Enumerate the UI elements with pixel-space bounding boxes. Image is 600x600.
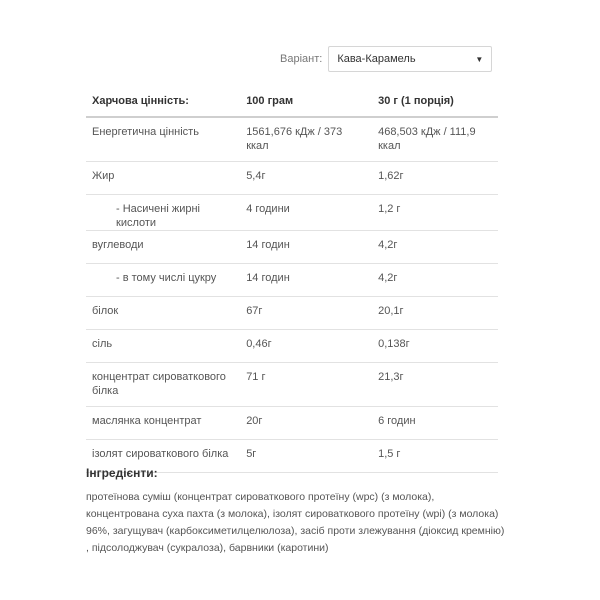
nutrition-table xyxy=(86,88,498,473)
value-per-100g: 71 г xyxy=(240,362,372,406)
value-per-100g: 20г xyxy=(240,406,372,439)
variant-selected-value: Кава-Карамель xyxy=(337,53,416,65)
value-per-serving: 468,503 кДж / 111,9 ккал xyxy=(372,117,498,161)
value-per-serving: 6 годин xyxy=(372,406,498,439)
table-row xyxy=(86,194,498,230)
header-per-100g: 100 грам xyxy=(240,88,372,117)
variant-label: Варіант: xyxy=(280,53,323,65)
variant-selector-row xyxy=(280,46,492,72)
nutrient-name: сіль xyxy=(86,329,240,362)
nutrient-name: - Насичені жирні кислоти xyxy=(86,194,240,230)
nutrient-name: концентрат сироваткового білка xyxy=(86,362,240,406)
value-per-100g: 14 годин xyxy=(240,230,372,263)
table-row xyxy=(86,362,498,406)
table-row xyxy=(86,406,498,439)
ingredients-text: протеїнова суміш (концентрат сироваткового протеїну (wpc) (з молока), концентрована суха пахта (з молока), ізолят сироваткового протеїну (wpi) (з молока) 96%, загущувач (карбоксиметилцелюлоза), засіб проти злежування (діоксид кремнію) , підсолоджувач (сукралоза), барвники (каротини) xyxy=(86,491,505,554)
value-per-100g: 14 годин xyxy=(240,263,372,296)
header-nutrition: Харчова цінність: xyxy=(86,88,240,117)
table-row xyxy=(86,117,498,161)
value-per-serving: 21,3г xyxy=(372,362,498,406)
value-per-100g: 1561,676 кДж / 373 ккал xyxy=(240,117,372,161)
nutrient-name: білок xyxy=(86,296,240,329)
value-per-serving: 1,5 г xyxy=(372,439,498,472)
nutrient-name: маслянка концентрат xyxy=(86,406,240,439)
value-per-serving: 1,2 г xyxy=(372,194,498,230)
value-per-serving: 20,1г xyxy=(372,296,498,329)
value-per-serving: 0,138г xyxy=(372,329,498,362)
value-per-serving: 1,62г xyxy=(372,161,498,194)
nutrient-name: Енергетична цінність xyxy=(86,117,240,161)
table-header-row xyxy=(86,88,498,117)
table-row xyxy=(86,161,498,194)
nutrient-name: вуглеводи xyxy=(86,230,240,263)
value-per-100g: 4 години xyxy=(240,194,372,230)
variant-select[interactable] xyxy=(328,46,492,72)
value-per-100g: 67г xyxy=(240,296,372,329)
value-per-100g: 0,46г xyxy=(240,329,372,362)
nutrient-name: Жир xyxy=(86,161,240,194)
nutrient-name: - в тому числі цукру xyxy=(86,263,240,296)
ingredients-title: Інгредієнти: xyxy=(86,466,158,480)
value-per-serving: 4,2г xyxy=(372,230,498,263)
table-row xyxy=(86,329,498,362)
table-row xyxy=(86,230,498,263)
value-per-100g: 5,4г xyxy=(240,161,372,194)
header-per-serving: 30 г (1 порція) xyxy=(372,88,498,117)
nutrient-name: ізолят сироваткового білка xyxy=(86,439,240,472)
table-row xyxy=(86,263,498,296)
chevron-down-icon: ▼ xyxy=(475,54,484,64)
table-row xyxy=(86,296,498,329)
value-per-serving: 4,2г xyxy=(372,263,498,296)
value-per-100g: 5г xyxy=(240,439,372,472)
